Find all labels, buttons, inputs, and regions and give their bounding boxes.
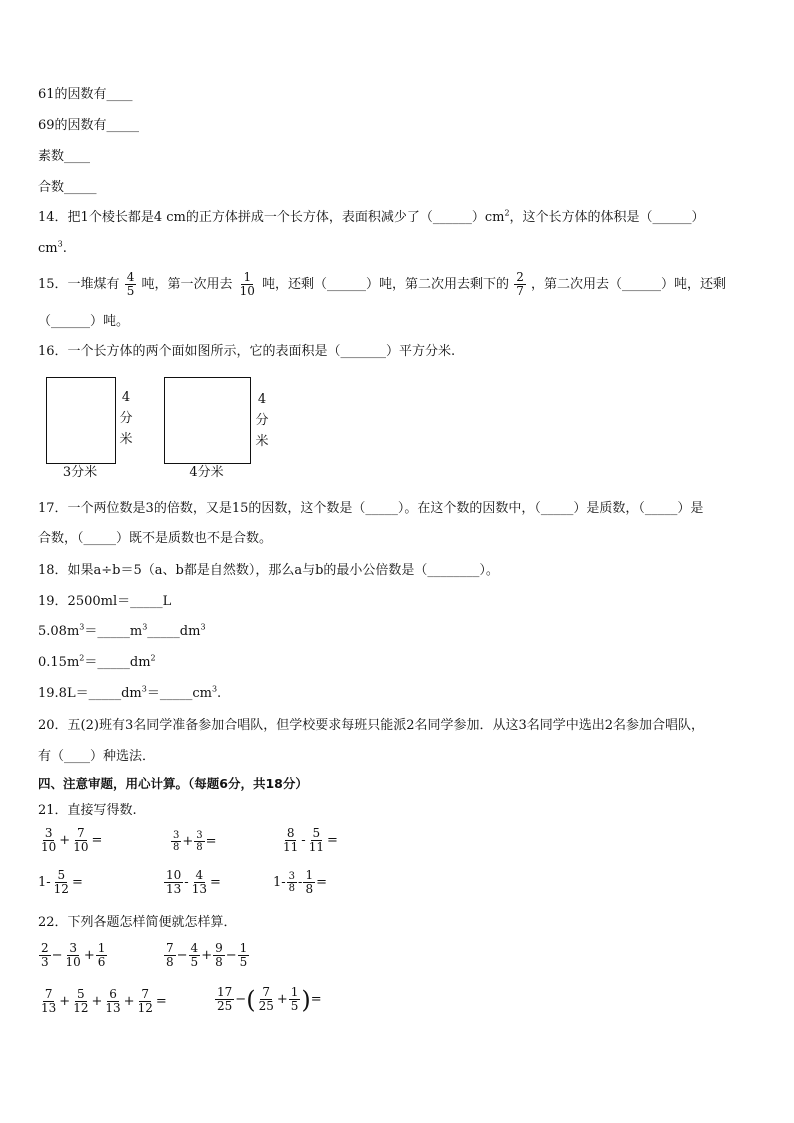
prefix: 1- — [38, 875, 51, 890]
frac-num: 1 — [290, 985, 299, 999]
q19-c1: 0.15m — [38, 655, 80, 670]
q14-line1 — [38, 209, 705, 227]
frac — [189, 942, 201, 969]
frac — [71, 827, 90, 854]
frac-num: 4 — [195, 868, 204, 882]
right-paren: ) — [301, 985, 311, 1014]
op: + — [276, 992, 288, 1007]
q19-line1: 19．2500ml＝_____L — [38, 594, 172, 609]
frac — [164, 942, 176, 969]
frac-num: 7 — [44, 987, 53, 1001]
q21-title: 21．直接写得数. — [38, 803, 137, 818]
frac-num: 6 — [109, 987, 117, 1001]
op: + — [201, 948, 213, 963]
frac-den: 5 — [239, 955, 248, 969]
q14-sup2: 3 — [57, 239, 63, 249]
frac-den: 10 — [41, 840, 57, 854]
frac-num: 2 — [516, 270, 524, 284]
section4-title: 四、注意审题，用心计算。（每题6分，共18分） — [38, 776, 308, 791]
frac-den: 8 — [196, 842, 203, 853]
op: + — [182, 834, 194, 849]
q16-figure2-height-1: 4 — [257, 392, 267, 407]
frac-den: 25 — [258, 999, 274, 1013]
frac-num: 7 — [77, 826, 85, 840]
equals: = — [91, 833, 103, 848]
frac — [39, 988, 58, 1015]
q19-b-sup2: 3 — [142, 622, 148, 632]
q22-expr3 — [38, 988, 167, 1015]
q15-fraction-2-7 — [514, 271, 526, 298]
q17-line1: 17．一个两位数是3的倍数，又是15的因数，这个数是（_____）。在这个数的因数中，（_____）是质数，（_____）是 — [38, 501, 704, 516]
q16-figure1-rect — [46, 377, 116, 464]
q16-figure2-rect — [164, 377, 251, 464]
q16-figure2-height-2: 分 — [255, 413, 269, 428]
frac-num: 9 — [215, 941, 223, 955]
op: + — [59, 833, 71, 848]
op: − — [51, 948, 63, 963]
op: + — [83, 948, 95, 963]
op: − — [225, 948, 237, 963]
frac-num: 5 — [312, 826, 321, 840]
q15-text-a: 15．一堆煤有 — [38, 277, 120, 292]
left-paren: ( — [246, 985, 256, 1014]
frac — [164, 869, 183, 896]
equals: = — [155, 994, 167, 1009]
equals: = — [205, 834, 217, 849]
q16-text: 16．一个长方体的两个面如图所示，它的表面积是（_______）平方分米. — [38, 344, 456, 359]
frac-den: 12 — [73, 1001, 89, 1015]
q13-line-61: 61的因数有____ — [38, 87, 133, 102]
q22-expr1 — [38, 942, 108, 969]
frac — [213, 942, 225, 969]
q19-d-sup1: 3 — [141, 684, 147, 694]
frac-num: 1 — [97, 941, 106, 955]
q13-line-composite: 合数_____ — [38, 180, 97, 195]
frac — [194, 830, 204, 853]
q15-text-c: 吨，还剩（______）吨，第二次用去剩下的 — [262, 277, 510, 292]
frac — [303, 869, 315, 896]
frac-den: 11 — [283, 840, 299, 854]
q15-fraction-1-10 — [238, 271, 257, 298]
q16-figure1-height-2: 分 — [119, 411, 133, 426]
frac-den: 13 — [105, 1001, 121, 1015]
q22-title: 22．下列各题怎样简便就怎样算． — [38, 915, 237, 930]
frac-num: 5 — [77, 987, 85, 1001]
q15-line1 — [38, 270, 726, 300]
q22-expr4 — [214, 986, 322, 1013]
frac-num: 7 — [166, 941, 174, 955]
frac-den: 8 — [288, 883, 296, 894]
q22-expr2 — [163, 942, 250, 969]
q19-c2: ＝_____dm — [84, 655, 151, 670]
frac-den: 10 — [65, 955, 81, 969]
frac-den: 8 — [166, 955, 174, 969]
frac-num: 1 — [239, 941, 248, 955]
frac-den: 12 — [53, 882, 69, 896]
frac-num: 8 — [286, 826, 295, 840]
q14-text-c: cm — [38, 241, 58, 256]
q19-line4 — [38, 685, 221, 703]
q13-line-69: 69的因数有_____ — [38, 118, 140, 133]
op: + — [91, 994, 103, 1009]
q20-line1: 20．五(2)班有3名同学准备参加合唱队，但学校要求每班只能派2名同学参加．从这3名同学中选出2名参加合唱队， — [38, 718, 705, 733]
q21-expr5 — [163, 869, 221, 896]
q15-line2: （______）吨。 — [38, 314, 130, 329]
q19-c-sup2: 2 — [150, 653, 156, 663]
op: + — [59, 994, 71, 1009]
frac — [171, 830, 181, 853]
frac-num: 1 — [305, 868, 314, 882]
frac-den: 5 — [290, 999, 299, 1013]
q19-d2: ＝_____cm — [146, 686, 212, 701]
q19-d1: 19.8L＝_____dm — [38, 686, 142, 701]
equals: = — [316, 875, 327, 890]
frac-num: 7 — [141, 987, 150, 1001]
frac-den: 12 — [137, 1001, 153, 1015]
equals: = — [71, 875, 83, 890]
q16-figure1-width: 3分米 — [62, 465, 98, 480]
op: − — [176, 948, 188, 963]
frac — [64, 942, 83, 969]
frac-den: 10 — [73, 840, 89, 854]
frac-num: 7 — [262, 985, 271, 999]
frac-den: 11 — [308, 840, 324, 854]
frac-den: 5 — [190, 955, 199, 969]
frac — [190, 869, 209, 896]
frac-num: 4 — [126, 270, 135, 284]
frac — [281, 827, 300, 854]
q19-line3 — [38, 654, 156, 672]
q14-sup1: 2 — [504, 208, 510, 218]
frac-den: 13 — [191, 882, 207, 896]
frac-num: 3 — [173, 830, 180, 841]
q21-expr3 — [280, 827, 338, 854]
frac-den: 8 — [173, 842, 180, 853]
frac-den: 25 — [217, 999, 233, 1013]
q19-c-sup1: 2 — [79, 653, 85, 663]
frac-den: 13 — [166, 882, 182, 896]
equals: = — [326, 833, 338, 848]
op: + — [123, 994, 135, 1009]
frac — [103, 988, 122, 1015]
q14-text-a: 14．把1个棱长都是4 cm的正方体拼成一个长方体，表面积减少了（______）cm — [38, 210, 505, 225]
prefix: 1- — [273, 875, 286, 890]
q16-figure1-height-3: 米 — [119, 432, 133, 447]
frac — [39, 942, 51, 969]
frac — [257, 986, 276, 1013]
frac-num: 17 — [217, 985, 233, 999]
q13-line-prime: 素数____ — [38, 149, 91, 164]
frac-den: 7 — [516, 284, 524, 298]
frac — [52, 869, 71, 896]
frac-num: 5 — [57, 868, 66, 882]
op: − — [235, 992, 247, 1007]
equals: = — [310, 992, 322, 1007]
q16-figure2-width: 4分米 — [189, 465, 224, 480]
frac — [215, 986, 234, 1013]
frac — [71, 988, 90, 1015]
q19-b3: _____dm — [147, 624, 201, 639]
q21-expr1 — [38, 827, 102, 854]
frac — [307, 827, 326, 854]
q14-line2 — [38, 240, 67, 258]
frac — [136, 988, 155, 1015]
q15-text-d: ，第二次用去（______）吨，还剩 — [530, 277, 726, 292]
frac-num: 3 — [69, 941, 77, 955]
frac-num: 3 — [44, 826, 53, 840]
q19-d-sup2: 3 — [211, 684, 218, 694]
frac-den: 3 — [41, 955, 49, 969]
frac — [39, 827, 58, 854]
q16-figure1-height-1: 4 — [121, 390, 131, 405]
frac-num: 2 — [41, 941, 49, 955]
q19-b2: ＝_____m — [84, 624, 143, 639]
frac-den: 5 — [126, 284, 135, 298]
frac — [289, 986, 301, 1013]
op: - — [301, 833, 306, 848]
q16-figure2-height-3: 米 — [255, 434, 269, 449]
frac-num: 10 — [166, 868, 182, 882]
q18-text: 18．如果a÷b＝5（a、b都是自然数），那么a与b的最小公倍数是（________）。 — [38, 563, 499, 578]
q15-text-b: 吨，第一次用去 — [141, 277, 233, 292]
q14-text-b: ，这个长方体的体积是（______） — [509, 210, 705, 225]
q14-text-d: . — [62, 241, 67, 256]
q19-b-sup1: 3 — [79, 622, 85, 632]
op: - — [298, 875, 303, 890]
q17-line2: 合数，（_____）既不是质数也不是合数。 — [38, 531, 273, 546]
frac — [238, 942, 250, 969]
frac-num: 1 — [243, 270, 252, 284]
q19-b1: 5.08m — [38, 624, 80, 639]
equals: = — [209, 875, 221, 890]
frac-den: 13 — [41, 1001, 57, 1015]
q19-b-sup3: 3 — [200, 622, 206, 632]
q15-fraction-4-5 — [125, 271, 137, 298]
frac — [96, 942, 108, 969]
frac-den: 8 — [305, 882, 314, 896]
frac — [287, 871, 297, 894]
q21-expr6 — [273, 869, 327, 896]
frac-den: 6 — [97, 955, 106, 969]
q20-line2: 有（____）种选法． — [38, 749, 156, 764]
frac-num: 4 — [190, 941, 199, 955]
q19-d3: . — [217, 686, 222, 701]
q19-line2 — [38, 623, 206, 641]
q21-expr2 — [170, 830, 217, 853]
op: - — [184, 875, 189, 890]
q21-expr4 — [38, 869, 83, 896]
frac-num: 3 — [288, 871, 296, 882]
frac-den: 8 — [215, 955, 223, 969]
frac-den: 10 — [239, 284, 255, 298]
frac-num: 3 — [196, 830, 203, 841]
